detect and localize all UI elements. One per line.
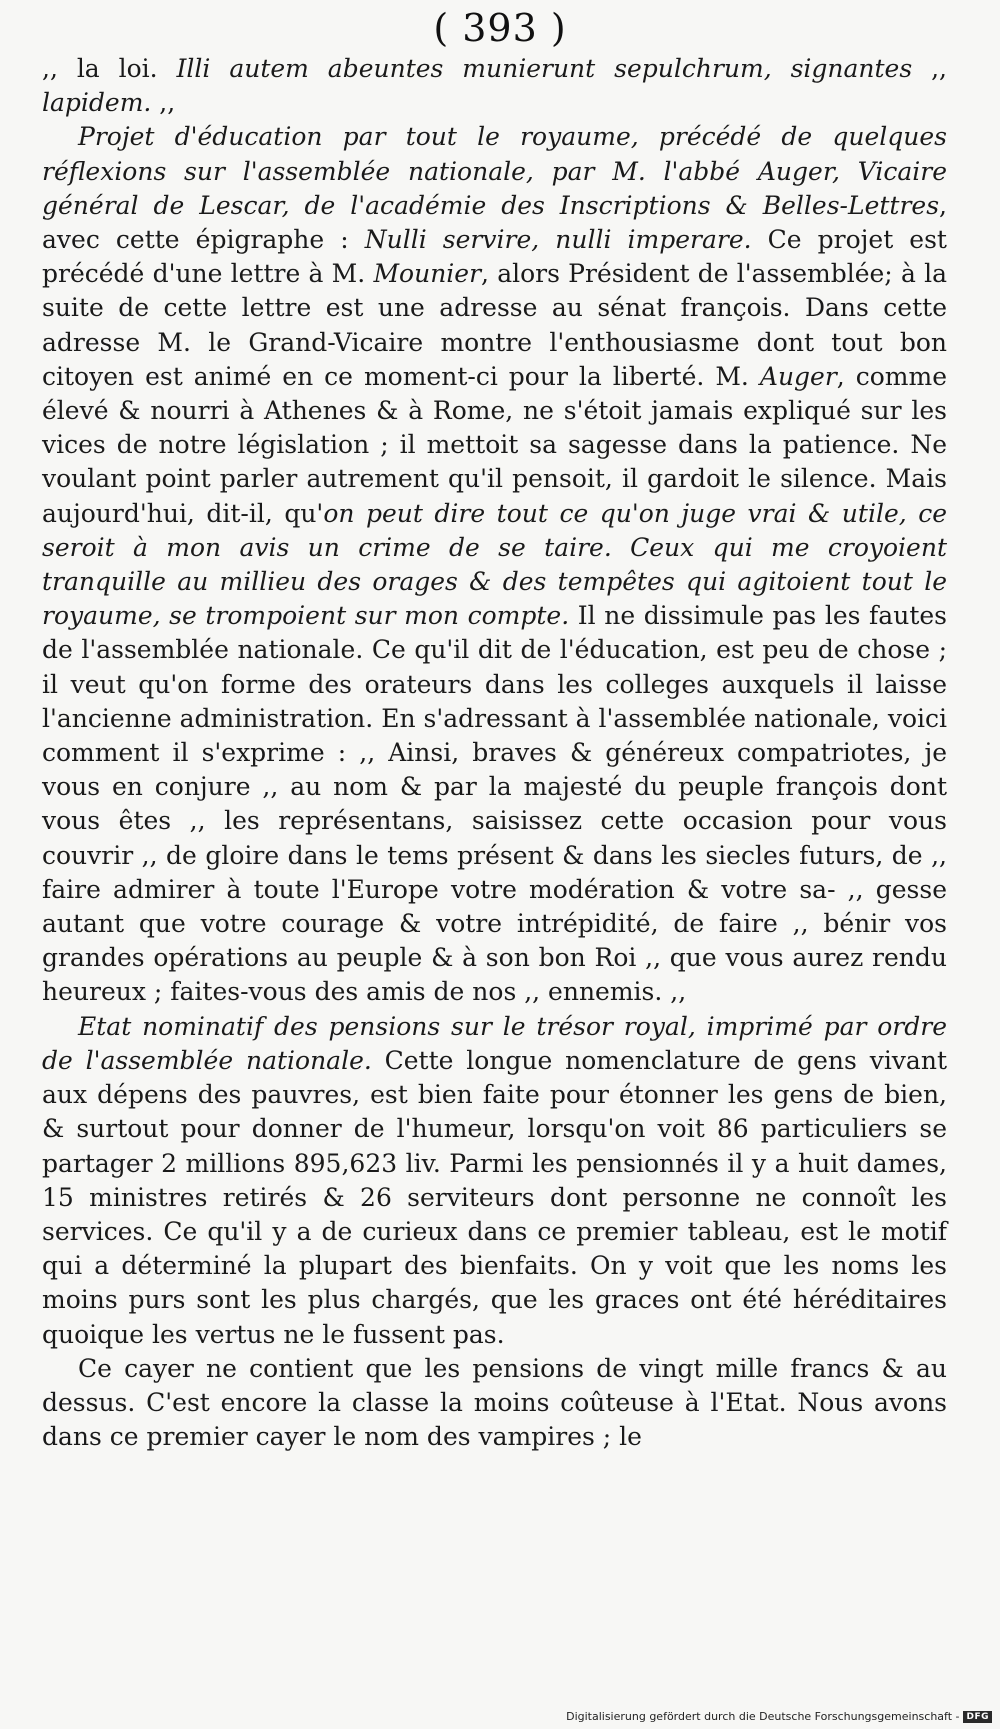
dfg-logo: DFG [963,1711,992,1723]
paragraph-p1 [42,52,947,120]
italic-text: Mounier [373,259,482,289]
roman-text: ,, la loi. [42,54,177,83]
roman-text: , alors Président de l'assemblée; à la suite de cette lettre est une adresse au sénat françois. Dans cette adresse M. le Grand-Vicaire montre l'enthousiasme dont tout bon citoyen est animé en ce moment-ci pour la liberté. M. [42,259,947,391]
page-number: ( 393 ) [433,6,567,50]
body-text [42,52,947,1454]
digitization-footer [566,1710,992,1723]
italic-text: on peut dire tout ce qu'on juge vrai & utile, ce seroit à mon avis un crime de se taire. Ceux qui me croyoient tranquille au millieu des orages & des tempêtes qui agitoient tout le royaume, se trompoient sur mon compte. [42,498,947,631]
italic-text: Illi autem abeuntes munierunt sepulchrum, signantes [176,54,913,83]
italic-text: Projet d'éducation par tout le royaume, précédé de quelques réflexions sur l'assemblée nationale, par M. l'abbé Auger, Vicaire général de Lescar, de l'académie des Inscriptions & Belles-Lettres [42,122,947,220]
roman-text: ,, [912,54,948,83]
paragraph-p2 [42,120,947,1009]
roman-text: ,, [151,88,176,118]
paragraph-p3 [42,1010,947,1352]
roman-text: Ce cayer ne contient que les pensions de vingt mille francs & au dessus. C'est encore la classe la moins coûteuse à l'Etat. Nous avons dans ce premier cayer le nom des vampires ; le [42,1353,947,1452]
paragraph-p4 [42,1352,947,1455]
roman-text: Il ne dissimule pas les fautes de l'assemblée nationale. Ce qu'il dit de l'éducation, est peu de chose ; il veut qu'on forme des orateurs dans les colleges auxquels il laisse l'ancienne administration. En s'adressant à l'assemblée nationale, voici comment il s'exprime : ,, Ainsi, braves & généreux compatriotes, je vous en conjure ,, au nom & par la majesté du peuple françois dont vous êtes ,, les représentans, saisissez cette occasion pour vous couvrir ,, de gloire dans le tems présent & dans les siecles futurs, de ,, faire admirer à toute l'Europe votre modération & votre sa- ,, gesse autant que votre courage & votre intrépidité, de faire ,, bénir vos grandes opérations au peuple & à son bon Roi ,, que vous aurez rendu heureux ; faites-vous des amis de nos ,, ennemis. ,, [42,601,947,1007]
italic-text: lapidem. [42,88,152,118]
italic-text: Auger [759,361,837,391]
roman-text: Cette longue nomenclature de gens vivant aux dépens des pauvres, est bien faite pour étonner les gens de bien, & surtout pour donner de l'humeur, lorsqu'on voit 86 particuliers se partager 2 millions 895,623 liv. Parmi les pensionnés il y a huit dames, 15 ministres retirés & 26 serviteurs dont personne ne connoît les services. Ce qu'il y a de curieux dans ce premier tableau, est le motif qui a déterminé la plupart des bienfaits. On y voit que les noms les moins purs sont les plus chargés, que les graces ont été héréditaires quoique les vertus ne le fussent pas. [42,1045,947,1349]
roman-text: , comme élevé & nourri à Athenes & à Rome, ne s'étoit jamais expliqué sur les vices de notre législation ; il mettoit sa sagesse dans la patience. Ne voulant point parler autrement qu'il pensoit, il gardoit le silence. Mais aujourd'hui, dit-il, qu' [42,361,947,528]
roman-text: , avec cette épigraphe : [42,190,947,255]
footer-credit: Digitalisierung gefördert durch die Deutsche Forschungsgemeinschaft - [566,1710,960,1723]
italic-text: Nulli servire, nulli imperare. [364,225,752,255]
italic-text: Etat nominatif des pensions sur le trésor royal, imprimé par ordre de l'assemblée nationale. [42,1011,947,1075]
roman-text: Ce projet est précédé d'une lettre à M. [42,225,947,289]
